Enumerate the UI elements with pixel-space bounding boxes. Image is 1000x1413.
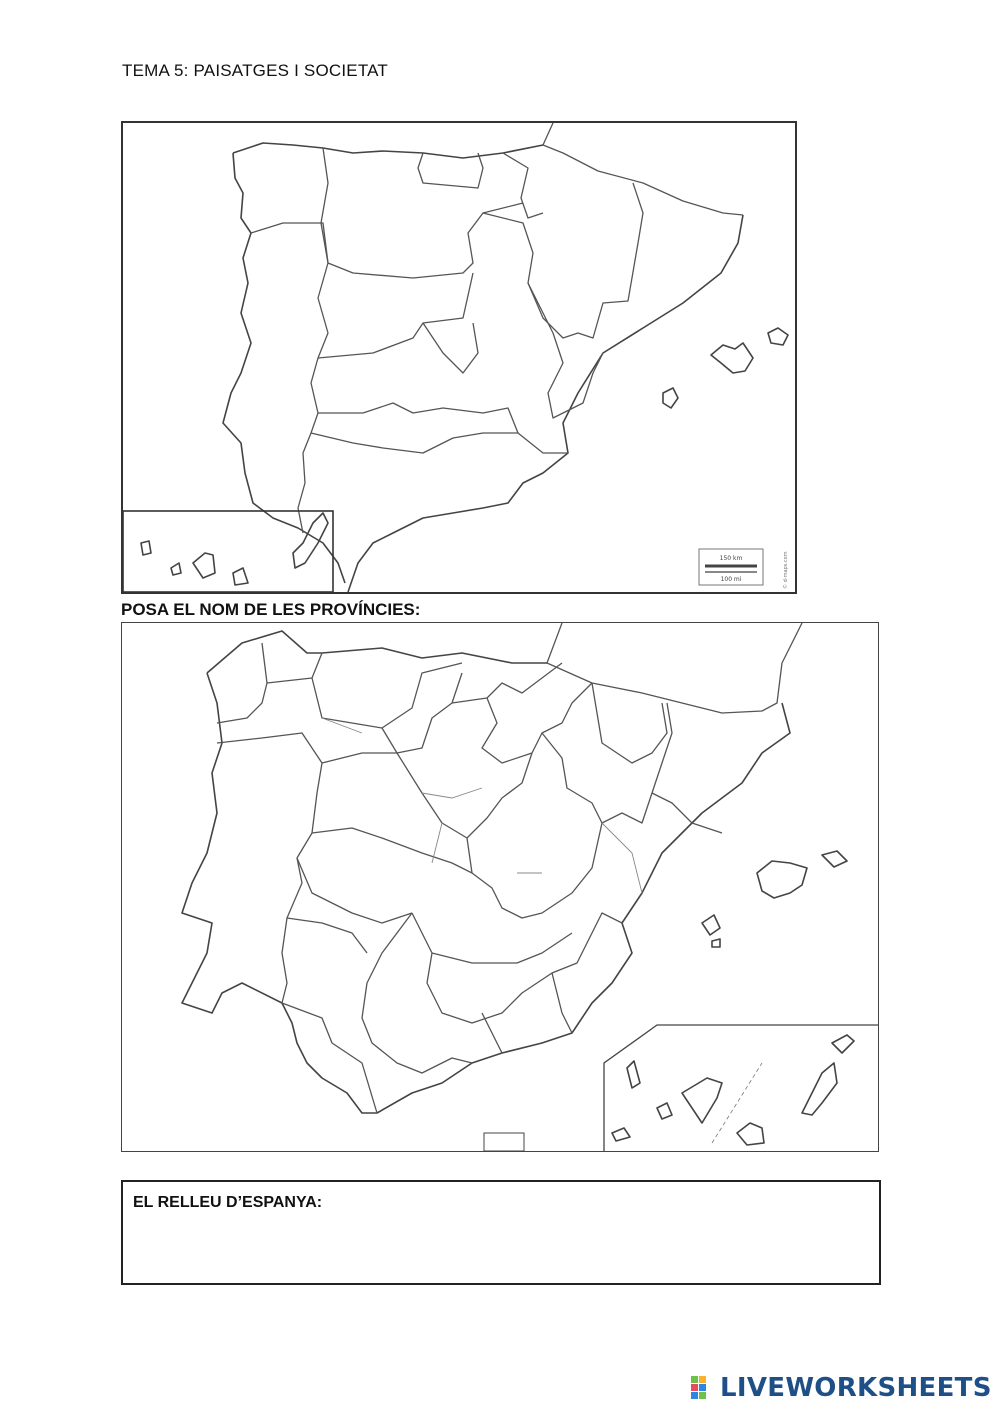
liveworksheets-brand (690, 1372, 992, 1404)
canary-islands (612, 1035, 854, 1145)
page-title: TEMA 5: PAISATGES I SOCIETAT (122, 61, 389, 80)
balearic-islands (663, 328, 788, 408)
iberia-coast (182, 631, 790, 1113)
autonomous-communities-map (121, 121, 797, 594)
map-communities-outline (123, 123, 795, 592)
liveworksheets-logo-icon (690, 1374, 716, 1402)
brand-text: LIVEWORKSHEETS (720, 1373, 992, 1403)
provinces-instruction: POSA EL NOM DE LES PROVÍNCIES: (121, 600, 421, 619)
scale-mi: 100 mi (720, 576, 742, 583)
map-provinces-outline (122, 623, 878, 1151)
canary-islands (141, 513, 328, 585)
balearic-islands (702, 851, 847, 947)
provinces-map (121, 622, 879, 1152)
relleu-answer-box[interactable] (121, 1180, 881, 1285)
relleu-title: EL RELLEU D’ESPANYA: (133, 1194, 323, 1211)
canary-inset-frame (604, 1025, 878, 1151)
map-credit: © d-maps.com (783, 551, 789, 589)
scale-km: 150 km (719, 555, 743, 562)
